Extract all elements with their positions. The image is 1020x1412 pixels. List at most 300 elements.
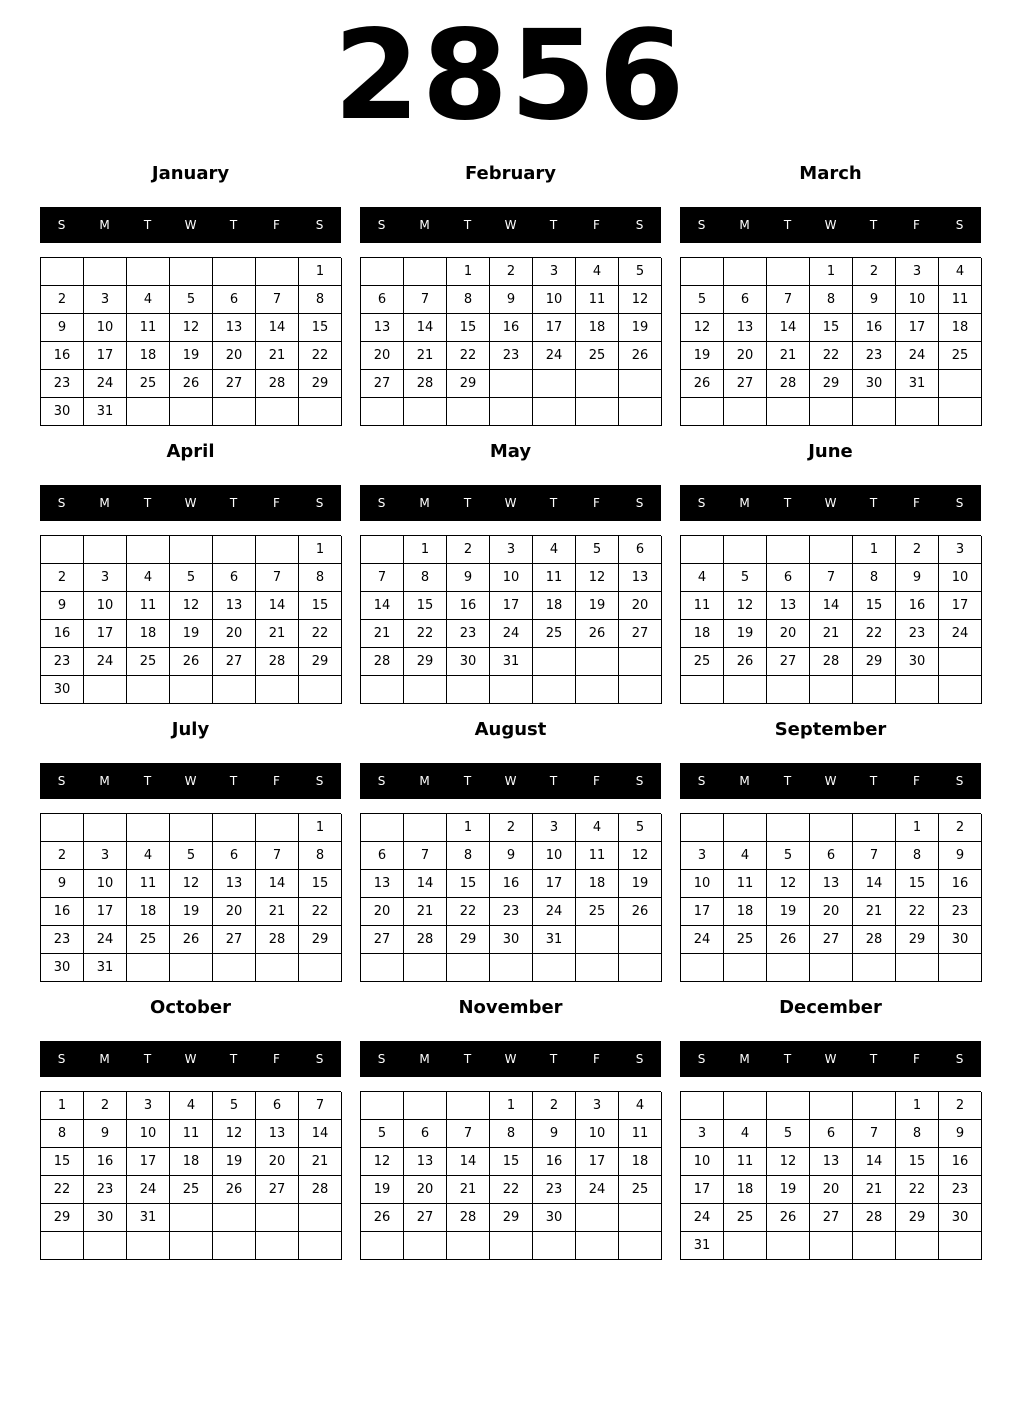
day-cell: 8 [41,1120,84,1148]
day-cell: 29 [490,1204,533,1232]
day-cell: 11 [127,870,170,898]
weekday-label: S [697,218,706,232]
day-cell: 7 [256,286,299,314]
day-cell: 8 [896,842,939,870]
day-cell: 13 [810,870,853,898]
day-cell: 22 [896,898,939,926]
day-cell: 5 [170,564,213,592]
day-grid [680,1091,981,1260]
day-cell [533,648,576,676]
weekday-label: F [593,1052,600,1066]
day-cell: 2 [84,1092,127,1120]
day-cell: 4 [127,286,170,314]
day-cell [810,1232,853,1260]
day-cell: 13 [213,870,256,898]
day-cell: 3 [490,536,533,564]
day-cell: 29 [404,648,447,676]
day-cell: 20 [619,592,662,620]
day-cell: 30 [896,648,939,676]
day-cell [619,1232,662,1260]
day-cell: 25 [724,1204,767,1232]
day-cell: 18 [724,1176,767,1204]
day-cell: 14 [767,314,810,342]
day-cell [490,954,533,982]
day-cell: 7 [256,842,299,870]
day-cell [853,954,896,982]
day-cell: 25 [127,648,170,676]
weekday-label: S [635,774,644,788]
month-title: August [474,719,547,740]
day-cell: 23 [41,926,84,954]
weekday-label: S [377,218,386,232]
day-cell: 5 [576,536,619,564]
day-cell: 21 [447,1176,490,1204]
day-cell: 24 [84,370,127,398]
day-cell: 15 [299,314,342,342]
day-cell: 23 [41,370,84,398]
weekday-label: F [273,496,280,510]
day-cell: 7 [299,1092,342,1120]
weekday-label: T [869,774,878,788]
weekday-label: F [273,218,280,232]
weekday-label: S [955,496,964,510]
month-title: December [779,997,882,1018]
day-cell [213,676,256,704]
month-title: October [150,997,231,1018]
day-cell [361,676,404,704]
day-cell: 8 [299,842,342,870]
day-cell: 28 [404,370,447,398]
day-cell: 26 [213,1176,256,1204]
day-cell: 9 [84,1120,127,1148]
day-cell: 17 [681,898,724,926]
weekday-label: W [824,496,837,510]
weekday-label: S [57,1052,66,1066]
day-cell: 17 [576,1148,619,1176]
day-cell: 25 [576,898,619,926]
month-title: June [808,441,853,462]
day-cell: 17 [896,314,939,342]
day-cell: 25 [724,926,767,954]
day-cell: 11 [724,1148,767,1176]
day-cell: 9 [490,286,533,314]
day-cell [213,954,256,982]
day-cell: 16 [41,620,84,648]
day-grid [360,535,661,704]
day-cell [361,1092,404,1120]
day-cell: 1 [853,536,896,564]
day-cell: 23 [84,1176,127,1204]
day-cell [213,536,256,564]
day-cell [41,536,84,564]
day-cell: 26 [724,648,767,676]
day-cell [681,258,724,286]
day-cell: 10 [576,1120,619,1148]
day-cell: 14 [853,870,896,898]
day-cell: 11 [681,592,724,620]
weekday-label: M [419,496,430,510]
day-cell: 5 [767,842,810,870]
day-cell [404,398,447,426]
day-cell [619,954,662,982]
day-cell [681,398,724,426]
day-cell: 20 [256,1148,299,1176]
weekday-label: S [57,496,66,510]
day-cell: 10 [127,1120,170,1148]
day-cell: 19 [170,898,213,926]
day-cell: 29 [810,370,853,398]
day-grid [360,257,661,426]
day-cell [299,1204,342,1232]
day-cell [404,1092,447,1120]
weekday-label: S [57,218,66,232]
day-cell: 30 [533,1204,576,1232]
day-cell: 21 [256,898,299,926]
day-cell: 4 [939,258,982,286]
weekday-label: S [955,774,964,788]
day-cell: 6 [619,536,662,564]
day-cell [361,536,404,564]
day-cell: 19 [170,342,213,370]
day-cell: 2 [41,564,84,592]
day-cell: 27 [213,370,256,398]
day-cell: 29 [896,926,939,954]
day-cell [127,814,170,842]
day-cell [939,648,982,676]
day-cell: 17 [939,592,982,620]
weekday-header [40,485,341,521]
day-cell: 8 [299,564,342,592]
day-cell: 31 [490,648,533,676]
day-cell: 12 [767,870,810,898]
day-cell: 20 [361,898,404,926]
weekday-header [40,207,341,243]
day-cell: 24 [576,1176,619,1204]
day-cell: 24 [681,1204,724,1232]
day-cell: 13 [724,314,767,342]
day-cell: 6 [213,286,256,314]
day-cell: 3 [84,842,127,870]
day-grid [680,257,981,426]
day-cell [127,676,170,704]
day-cell: 10 [84,592,127,620]
day-cell: 12 [619,286,662,314]
day-cell: 25 [127,370,170,398]
day-cell [619,398,662,426]
day-cell: 17 [84,620,127,648]
day-cell: 14 [853,1148,896,1176]
day-cell [853,676,896,704]
weekday-header [680,207,981,243]
day-cell: 26 [681,370,724,398]
day-cell [533,1232,576,1260]
day-cell: 17 [533,314,576,342]
day-cell [681,1092,724,1120]
weekday-label: M [739,496,750,510]
day-cell [256,1204,299,1232]
weekday-label: F [913,1052,920,1066]
day-cell: 4 [576,258,619,286]
weekday-label: W [504,1052,517,1066]
day-cell: 2 [447,536,490,564]
weekday-label: F [593,496,600,510]
day-cell: 6 [767,564,810,592]
day-cell: 23 [939,898,982,926]
day-cell [490,1232,533,1260]
day-cell: 13 [361,314,404,342]
day-cell: 22 [299,342,342,370]
weekday-label: S [315,496,324,510]
weekday-label: W [184,218,197,232]
day-cell [170,258,213,286]
day-cell: 19 [619,870,662,898]
day-cell: 16 [896,592,939,620]
day-cell: 5 [361,1120,404,1148]
day-cell: 4 [724,1120,767,1148]
day-cell: 30 [490,926,533,954]
day-cell: 6 [404,1120,447,1148]
day-cell [939,676,982,704]
day-cell: 20 [361,342,404,370]
day-cell: 14 [256,314,299,342]
weekday-label: W [824,774,837,788]
day-cell [724,814,767,842]
weekday-label: W [184,496,197,510]
day-cell: 5 [213,1092,256,1120]
day-cell: 22 [41,1176,84,1204]
weekday-label: T [463,218,472,232]
day-cell: 28 [256,370,299,398]
day-cell: 19 [361,1176,404,1204]
day-cell: 26 [767,1204,810,1232]
day-cell: 28 [810,648,853,676]
day-cell [767,536,810,564]
day-cell: 22 [896,1176,939,1204]
day-cell [404,258,447,286]
day-cell: 27 [213,926,256,954]
day-cell: 25 [681,648,724,676]
weekday-label: F [913,218,920,232]
day-cell [767,258,810,286]
day-cell: 10 [681,1148,724,1176]
day-cell: 30 [41,676,84,704]
day-cell: 28 [256,926,299,954]
day-cell [724,954,767,982]
day-cell: 27 [810,1204,853,1232]
weekday-label: T [783,218,792,232]
month-title: March [799,163,862,184]
weekday-label: M [419,218,430,232]
day-cell: 23 [490,342,533,370]
day-cell: 21 [256,620,299,648]
day-cell [810,1092,853,1120]
day-cell [361,954,404,982]
month-title: February [464,163,557,184]
day-cell: 16 [939,1148,982,1176]
day-cell [724,536,767,564]
day-cell: 7 [853,842,896,870]
day-cell: 17 [84,898,127,926]
day-cell: 16 [490,870,533,898]
day-cell [681,954,724,982]
weekday-label: S [635,218,644,232]
day-cell: 19 [724,620,767,648]
day-cell [256,258,299,286]
day-cell [896,1232,939,1260]
weekday-label: F [273,1052,280,1066]
weekday-header [680,1041,981,1077]
weekday-label: T [549,774,558,788]
day-cell [447,1232,490,1260]
day-cell: 12 [170,314,213,342]
day-cell [127,398,170,426]
day-cell [724,398,767,426]
day-cell: 30 [447,648,490,676]
weekday-label: S [315,218,324,232]
day-cell: 16 [490,314,533,342]
day-cell: 8 [447,286,490,314]
day-cell: 30 [939,1204,982,1232]
day-cell: 13 [404,1148,447,1176]
day-cell: 20 [810,898,853,926]
day-cell: 18 [619,1148,662,1176]
day-cell: 18 [724,898,767,926]
day-cell: 12 [170,592,213,620]
day-cell: 9 [533,1120,576,1148]
day-cell [939,370,982,398]
day-cell: 20 [724,342,767,370]
day-cell: 18 [127,898,170,926]
day-cell [361,814,404,842]
month-title: September [774,719,887,740]
day-cell [299,398,342,426]
weekday-label: T [143,218,152,232]
weekday-label: W [184,774,197,788]
weekday-label: W [184,1052,197,1066]
day-cell: 11 [619,1120,662,1148]
day-cell: 19 [576,592,619,620]
day-cell [256,954,299,982]
day-cell: 29 [853,648,896,676]
day-cell: 1 [810,258,853,286]
day-cell [361,398,404,426]
day-cell: 27 [256,1176,299,1204]
day-cell [170,536,213,564]
day-cell [619,648,662,676]
day-cell: 1 [447,258,490,286]
day-cell: 27 [213,648,256,676]
day-cell: 12 [170,870,213,898]
day-cell: 3 [533,258,576,286]
day-cell: 19 [170,620,213,648]
day-cell [127,258,170,286]
day-cell [256,814,299,842]
day-cell: 15 [447,870,490,898]
day-cell: 24 [490,620,533,648]
day-cell [490,370,533,398]
day-cell: 17 [533,870,576,898]
day-cell [170,1204,213,1232]
day-cell: 1 [41,1092,84,1120]
weekday-label: W [504,774,517,788]
day-cell: 7 [404,842,447,870]
day-cell: 22 [299,898,342,926]
day-cell: 29 [299,648,342,676]
day-cell: 18 [170,1148,213,1176]
day-cell [576,954,619,982]
day-cell: 22 [810,342,853,370]
day-cell: 18 [127,342,170,370]
day-cell [619,370,662,398]
day-cell: 28 [853,1204,896,1232]
day-grid [360,1091,661,1260]
day-cell: 14 [256,592,299,620]
day-cell [127,954,170,982]
weekday-label: F [913,774,920,788]
month-title: April [166,441,215,462]
day-cell: 27 [724,370,767,398]
day-cell: 29 [41,1204,84,1232]
weekday-header [360,485,661,521]
day-cell [767,676,810,704]
day-cell [404,814,447,842]
day-cell: 25 [939,342,982,370]
weekday-label: T [463,774,472,788]
day-cell: 10 [939,564,982,592]
day-cell: 28 [256,648,299,676]
day-cell: 15 [404,592,447,620]
weekday-label: T [143,496,152,510]
weekday-label: T [783,496,792,510]
day-cell [767,954,810,982]
day-cell: 31 [127,1204,170,1232]
day-cell: 23 [447,620,490,648]
day-cell: 10 [533,286,576,314]
day-cell: 2 [896,536,939,564]
weekday-label: T [229,1052,238,1066]
day-cell: 5 [170,842,213,870]
weekday-label: T [783,774,792,788]
day-cell: 8 [447,842,490,870]
weekday-label: M [419,1052,430,1066]
day-cell [447,1092,490,1120]
day-cell [724,1232,767,1260]
weekday-label: T [549,218,558,232]
day-cell: 1 [896,814,939,842]
day-cell: 23 [853,342,896,370]
day-cell: 16 [533,1148,576,1176]
day-cell: 3 [896,258,939,286]
day-cell [853,1232,896,1260]
weekday-label: S [377,496,386,510]
weekday-label: M [419,774,430,788]
day-cell: 1 [299,814,342,842]
day-cell: 25 [127,926,170,954]
day-cell: 15 [896,870,939,898]
day-cell: 9 [41,592,84,620]
day-cell: 26 [619,342,662,370]
day-cell: 8 [490,1120,533,1148]
weekday-header [40,1041,341,1077]
day-cell: 9 [939,1120,982,1148]
day-cell: 22 [447,342,490,370]
day-cell [213,814,256,842]
day-cell: 8 [299,286,342,314]
day-cell [896,954,939,982]
day-cell [533,398,576,426]
weekday-label: M [99,218,110,232]
day-cell: 9 [853,286,896,314]
